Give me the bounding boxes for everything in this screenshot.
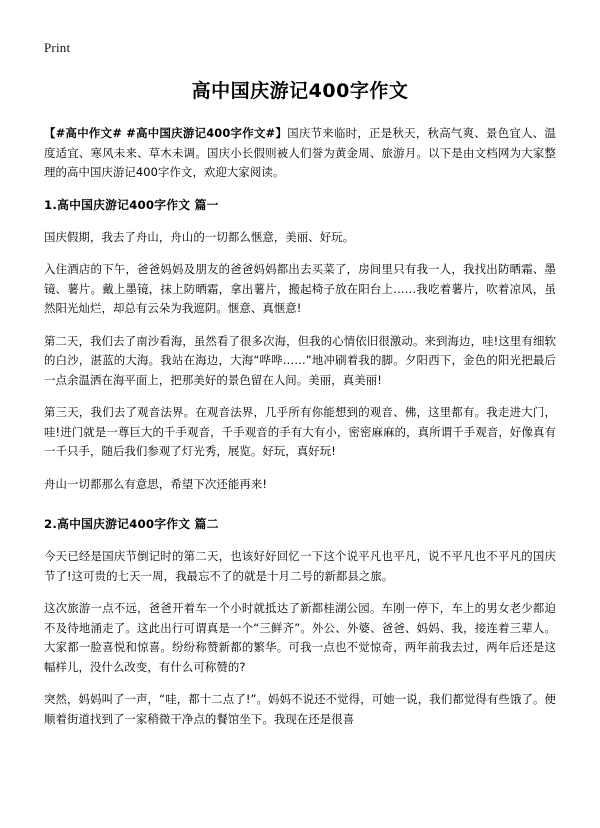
paragraph: 第二天，我们去了南沙看海，虽然看了很多次海，但我的心情依旧很激动。来到海边，哇!这里有细软的白沙，湛蓝的大海。我站在海边，大海“哗哗……”地冲刷着我的脚。夕阳西下，金色的阳光把最后一点余温洒在海平面上，把那美好的景色留在人间。美丽，真美丽! bbox=[44, 333, 556, 387]
lead-paragraph bbox=[44, 124, 556, 183]
lead-tags: 【#高中作文# #高中国庆游记400字作文#】 bbox=[44, 126, 288, 140]
paragraph: 突然，妈妈叫了一声，“哇，都十二点了!”。妈妈不说还不觉得，可她一说，我们都觉得有些饿了。便顺着街道找到了一家稍微干净点的餐馆坐下。我现在还是很喜 bbox=[44, 692, 556, 726]
paragraph: 入住酒店的下午，爸爸妈妈及朋友的爸爸妈妈都出去买菜了，房间里只有我一人，我找出防晒霜、墨镜、薯片。戴上墨镜，抹上防晒霜，拿出薯片，搬起椅子放在阳台上……我吃着薯片，吹着凉风，虽然阳光灿烂，却总有云朵为我遮阴。惬意、真惬意! bbox=[44, 262, 556, 315]
paragraph: 舟山一切都那么有意思，希望下次还能再来! bbox=[44, 476, 267, 491]
page-title: 高中国庆游记400字作文 bbox=[191, 80, 409, 102]
print-button[interactable]: Print bbox=[44, 40, 71, 55]
paragraph: 这次旅游一点不远，爸爸开着车一个小时就抵达了新都桂湖公园。车刚一停下，车上的男女老少都迫不及待地涌走了。这此出行可谓真是一个“三鲜齐”。外公、外婆、爸爸、妈妈、我，接连着三辈人。大家都一脸喜悦和惊喜。纷纷称赞新都的繁华。可我一点也不觉惊奇，两年前我去过，两年后还是这幅样儿，没什么改变，有什么可称赞的? bbox=[44, 601, 556, 674]
section-heading-2: 2.高中国庆游记400字作文 篇二 bbox=[44, 517, 219, 531]
paragraph: 今天已经是国庆节倒记时的第二天，也该好好回忆一下这个说平凡也平凡，说不平凡也不平凡的国庆节了!这可贵的七天一周，我最忘不了的就是十月二号的新都县之旅。 bbox=[44, 549, 556, 583]
lead-text: 国庆节来临时，正是秋天，秋高气爽、景色宜人、温度适宜、寒风未来、草木未调。国庆小长假则被人们誉为黄金周、旅游月。以下是由文档网为大家整理的高中国庆游记400字作文，欢迎大家阅读。 bbox=[44, 126, 556, 179]
section-spacer bbox=[44, 507, 556, 515]
paragraph: 第三天，我们去了观音法界。在观音法界，几乎所有你能想到的观音、佛，这里都有。我走进大门，哇!进门就是一尊巨大的千手观音，千手观音的手有大有小，密密麻麻的，真所谓千手观音，好像真有一千只手，随后我们参观了灯光秀，展览。好玩，真好玩! bbox=[44, 405, 556, 458]
paragraph: 国庆假期，我去了舟山，舟山的一切都么惬意，美丽、好玩。 bbox=[44, 229, 355, 244]
section-heading-1: 1.高中国庆游记400字作文 篇一 bbox=[44, 197, 219, 212]
